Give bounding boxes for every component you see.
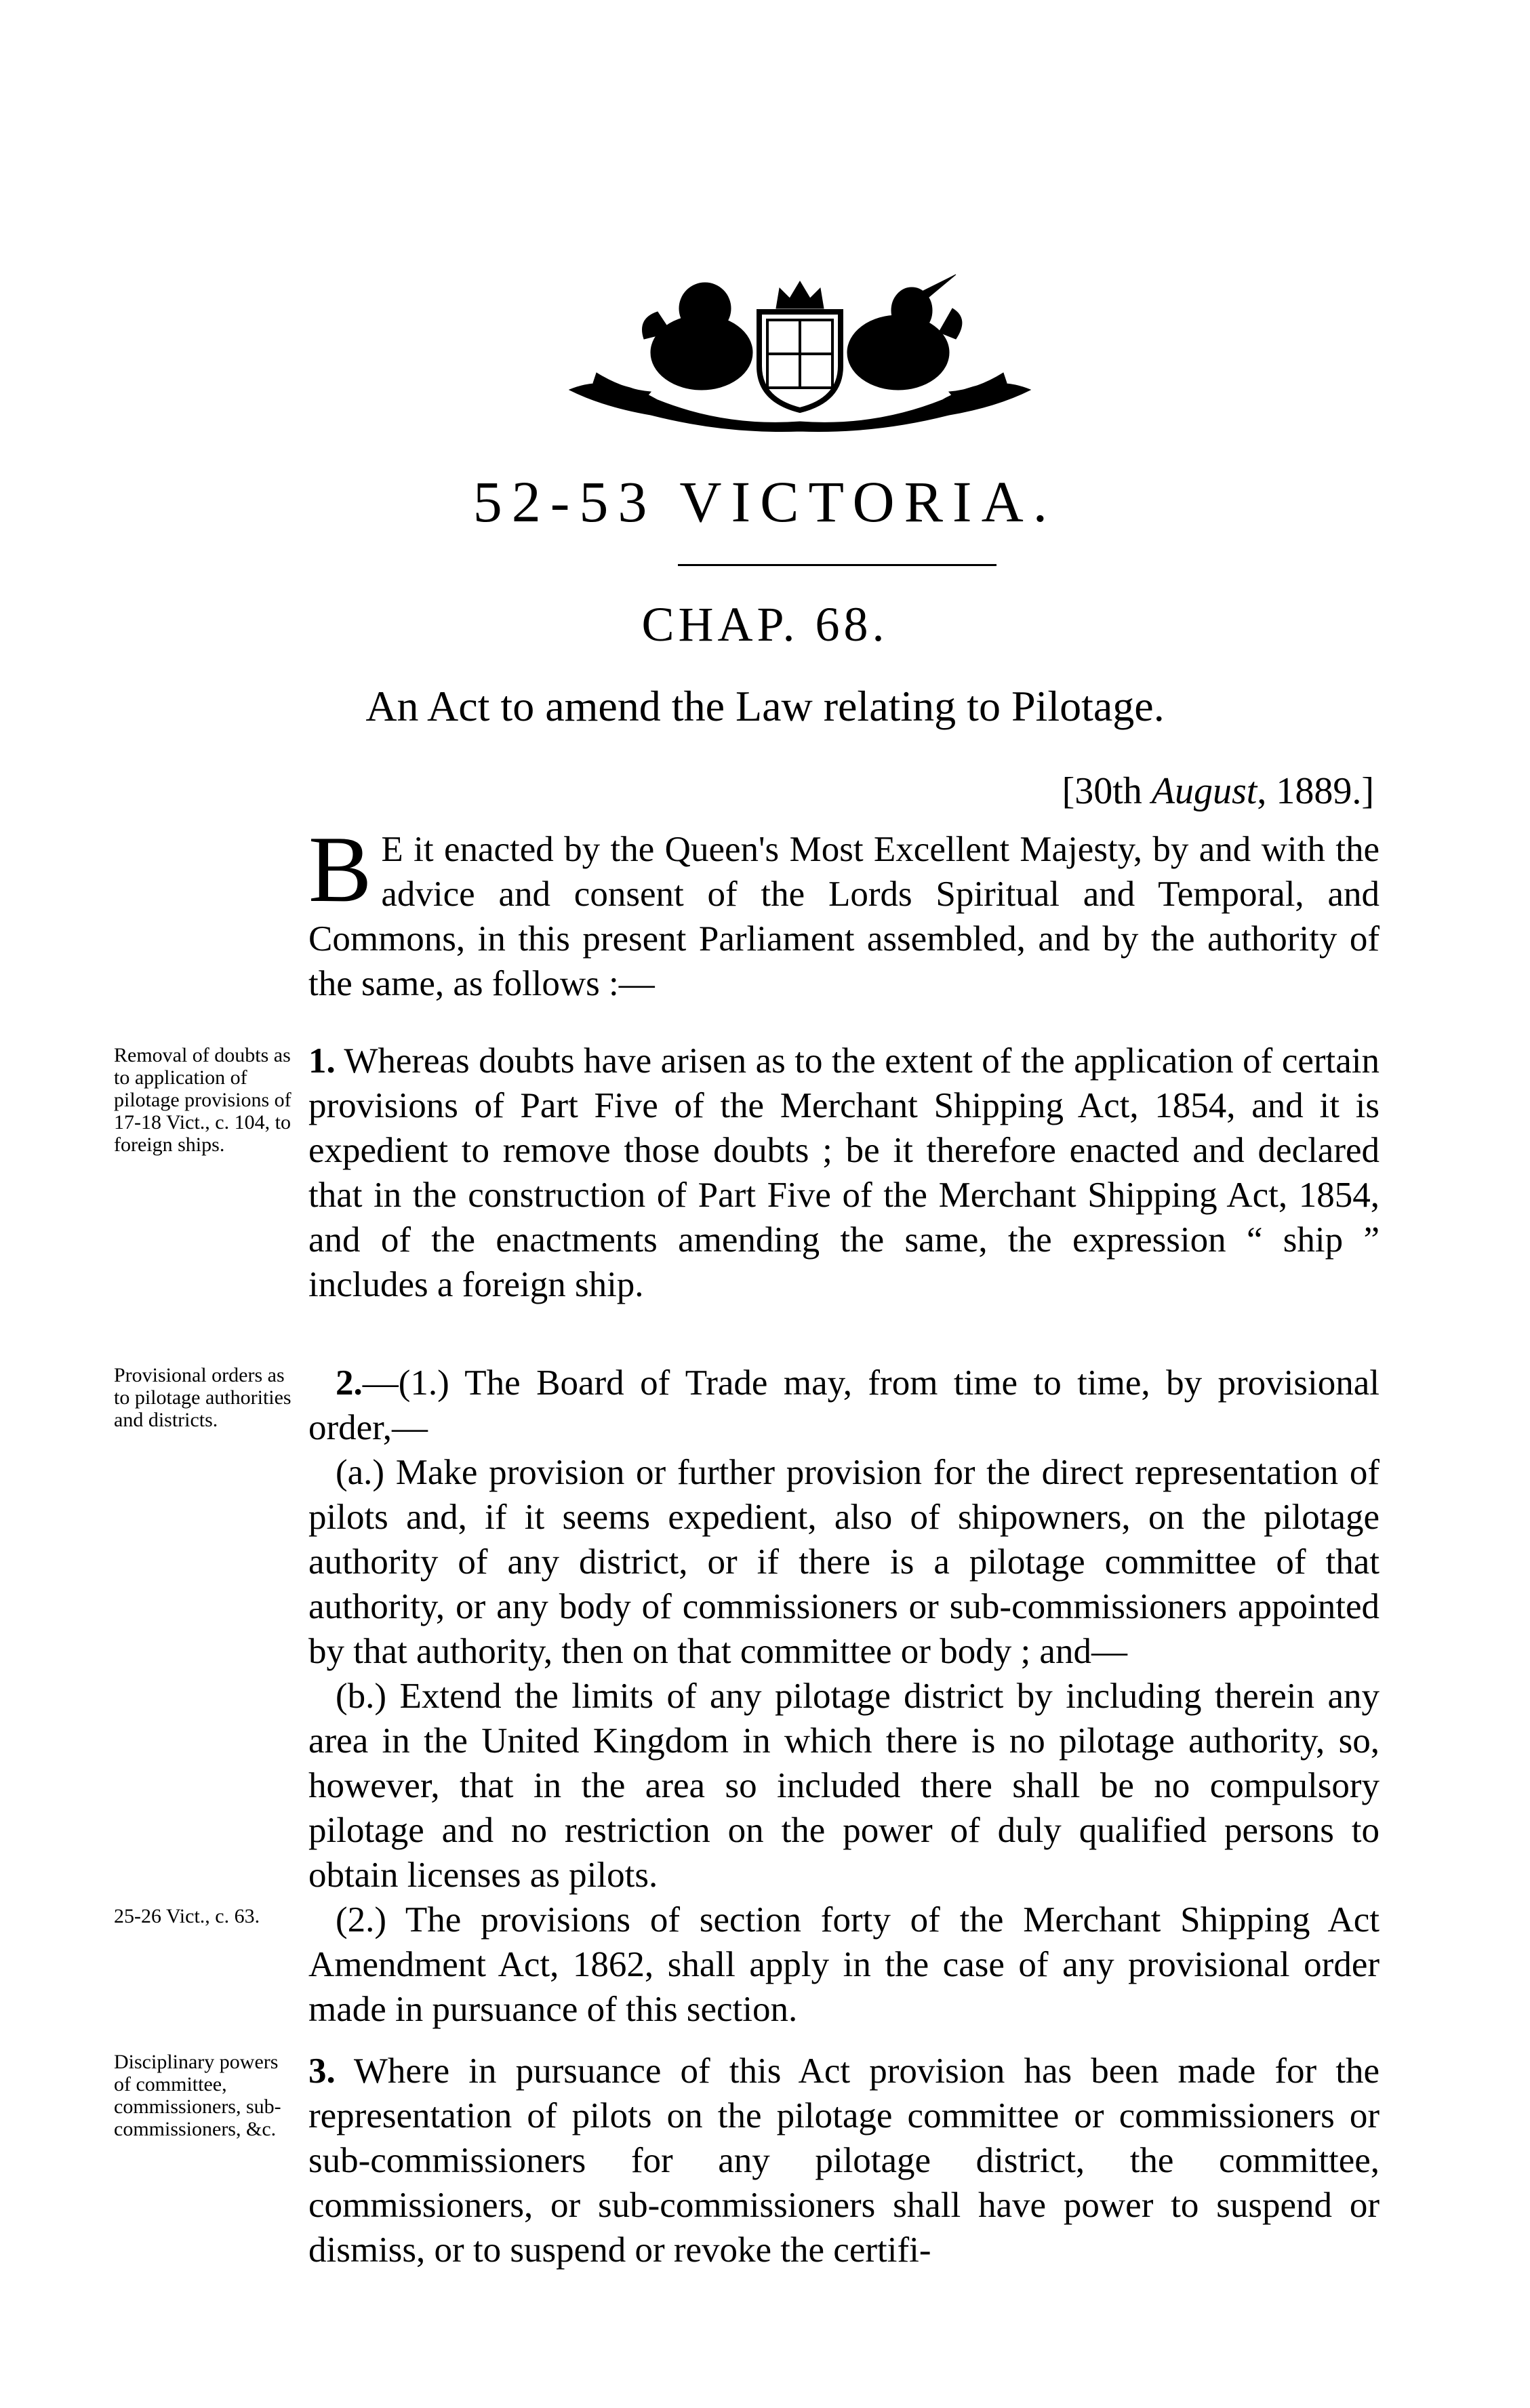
section-number: 1. xyxy=(308,1041,336,1081)
regnal-year: 52-53 VICTORIA. xyxy=(472,469,1058,534)
margin-note-citation: 25-26 Vict., c. 63. xyxy=(114,1905,260,1927)
section-1-text: Whereas doubts have arisen as to the extent of the application of certain provisions of Part Five of the Merchant Shipping Act, 1854, and it is expedient to remove those doubts ; be it therefore enacted and declared that in the construction of Part Five of the Merchant Shipping Act, 1854, and of the enactments amending the same, the expression “ ship ” includes a foreign ship. xyxy=(308,1041,1380,1304)
assent-date-close: , 1889.] xyxy=(1257,770,1374,812)
enacting-formula-text: E it enacted by the Queen's Most Excellent Majesty, by and with the advice and consent of the Lords Spiritual and Temporal, and Commons, in this present Parliament assembled, and by the authority of the same, as follows :— xyxy=(308,830,1380,1003)
section-3-text: Where in pursuance of this Act provision has been made for the representation of pilots on the pilotage committee or commissioners or sub-commissioners for any pilotage district, the committee, commissioners, or sub-commissioners shall have power to suspend or dismiss, or to suspend or revoke the certifi- xyxy=(308,2051,1380,2270)
enacting-formula xyxy=(308,817,1380,1006)
chapter-number: CHAP. 68. xyxy=(641,597,889,651)
section-1 xyxy=(308,1039,1380,1307)
section-number: 3. xyxy=(308,2051,336,2091)
assent-date-open: [30th xyxy=(1062,770,1152,812)
section-2 xyxy=(308,1361,1380,2032)
section-2-intro-text: —(1.) The Board of Trade may, from time to time, by provisional order,— xyxy=(308,1363,1380,1447)
margin-note-section-1: Removal of doubts as to application of pilotage provisions of 17-18 Vict., c. 104, to foreign ships. xyxy=(114,1044,291,1156)
section-3 xyxy=(308,2049,1380,2272)
title-divider xyxy=(678,564,996,566)
assent-date-month: August xyxy=(1151,770,1257,812)
assent-date xyxy=(1062,769,1374,813)
long-title: An Act to amend the Law relating to Pilotage. xyxy=(365,682,1165,730)
margin-note-section-2: Provisional orders as to pilotage authorities and districts. xyxy=(114,1364,291,1431)
royal-coat-of-arms-icon xyxy=(556,271,1044,434)
section-number: 2. xyxy=(336,1363,363,1403)
section-2-paragraph-a: (a.) Make provision or further provision for the direct representation of pilots and, if it seems expedient, also of shipowners, on the pilotage authority of any district, or if there is a pilotage committee of that authority, or any body of commissioners or sub-commissioners appointed by that authority, then on that committee or body ; and— xyxy=(308,1453,1380,1671)
section-2-intro xyxy=(308,1361,1380,1450)
margin-note-section-3: Disciplinary powers of committee, commissioners, sub-commissioners, &c. xyxy=(114,2051,281,2140)
drop-cap: B xyxy=(308,817,372,922)
section-2-subsection-2: (2.) The provisions of section forty of the Merchant Shipping Act Amendment Act, 1862, shall apply in the case of any provisional order made in pursuance of this section. xyxy=(308,1900,1380,2029)
section-2-paragraph-b: (b.) Extend the limits of any pilotage district by including therein any area in the United Kingdom in which there is no pilotage authority, so, however, that in the area so included there shall be no compulsory pilotage and no restriction on the power of duly qualified persons to obtain licenses as pilots. xyxy=(308,1677,1380,1895)
